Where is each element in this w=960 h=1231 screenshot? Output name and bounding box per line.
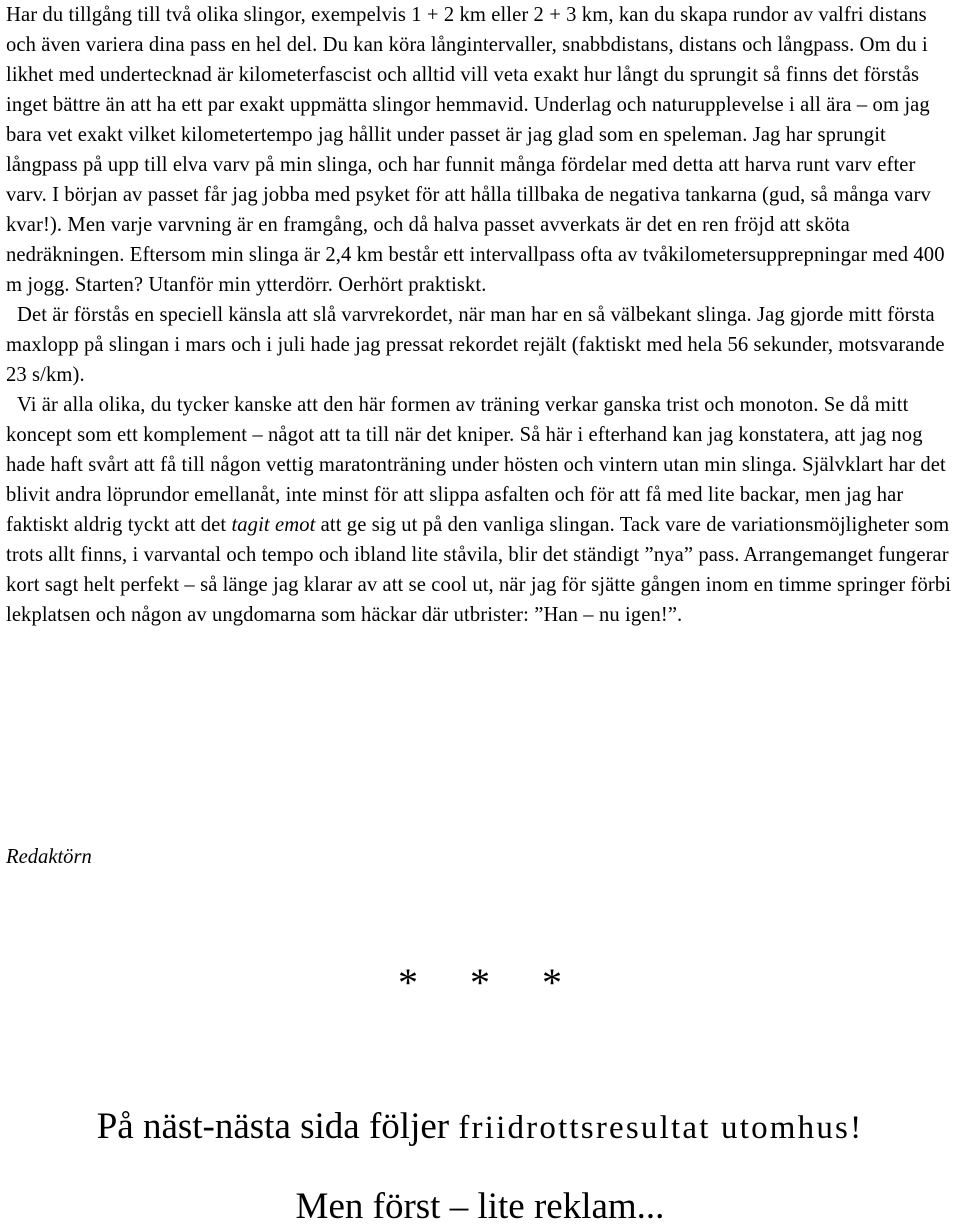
divider-star: * (470, 960, 490, 1005)
divider-star: * (542, 960, 562, 1005)
paragraph-1: Har du tillgång till två olika slingor, exempelvis 1 + 2 km eller 2 + 3 km, kan du skapa rundor av valfri distans och även variera dina pass en hel del. Du kan köra långintervaller, snabbdistans, distans och långpass. Om du i likhet med undertecknad är kilometerfascist och alltid vill veta exakt hur långt du sprungit så finns det förstås inget bättre än att ha ett par exakt uppmätta slingor hemmavid. Underlag och naturupplevelse i all ära – om jag bara vet exakt vilket kilometertempo jag hållit under passet är jag glad som en speleman. Jag har sprungit långpass på upp till elva varv på min slinga, och har funnit många fördelar med detta att harva runt varv efter varv. I början av passet får jag jobba med psyket för att hålla tillbaka de negativa tankarna (gud, så många varv kvar!). Men varje varvning är en framgång, och då halva passet avverkats är det en ren fröjd att sköta nedräkningen. Eftersom min slinga är 2,4 km består ett intervallpass ofta av tvåkilometersupprepningar med 400 m jogg. Starten? Utanför min ytterdörr. Oerhört praktiskt. (6, 4, 945, 296)
article-body (6, 0, 956, 630)
closing-line: Men först – lite reklam... (295, 1186, 665, 1227)
paragraph-3 (6, 390, 956, 630)
section-divider (0, 958, 960, 1008)
notice-prefix: På näst-nästa sida följer (96, 1106, 459, 1147)
paragraph-3-emphasis: tagit emot (231, 514, 316, 536)
notice-spaced-text: friidrottsresultat utomhus! (458, 1110, 864, 1146)
results-notice (0, 1100, 960, 1155)
paragraph-2: Det är förstås en speciell känsla att slå varvrekordet, när man har en så välbekant slinga. Jag gjorde mitt första maxlopp på slingan i mars och i juli hade jag pressat rekordet rejält (faktiskt med hela 56 sekunder, motsvarande 23 s/km). (6, 304, 945, 386)
divider-star: * (398, 960, 418, 1005)
paragraph-3-text-start: Vi är alla olika, du tycker kanske att den här formen av träning verkar ganska trist och monoton. Se då mitt koncept som ett komplement – något att ta till när det kniper. Så här i efterhand kan jag konstatera, att jag nog hade haft svårt att få till någon vettig maratonträning under hösten och vintern utan min slinga. Självklart har det blivit andra löprundor emellanåt, inte minst för att slippa asfalten och för att få med lite backar, men jag har faktiskt aldrig tyckt att det (6, 394, 946, 536)
author-signature: Redaktörn (6, 846, 92, 868)
paragraph-3-text-end: att ge sig ut på den vanliga slingan. Tack vare de variationsmöjligheter som trots allt finns, i varvantal och tempo och ibland lite ståvila, blir det ständigt ”nya” pass. Arrangemanget fungerar kort sagt helt perfekt – så länge jag klarar av att se cool ut, när jag för sjätte gången inom en timme springer förbi lekplatsen och någon av ungdomarna som häckar där utbrister: ”Han – nu igen!”. (6, 514, 952, 626)
